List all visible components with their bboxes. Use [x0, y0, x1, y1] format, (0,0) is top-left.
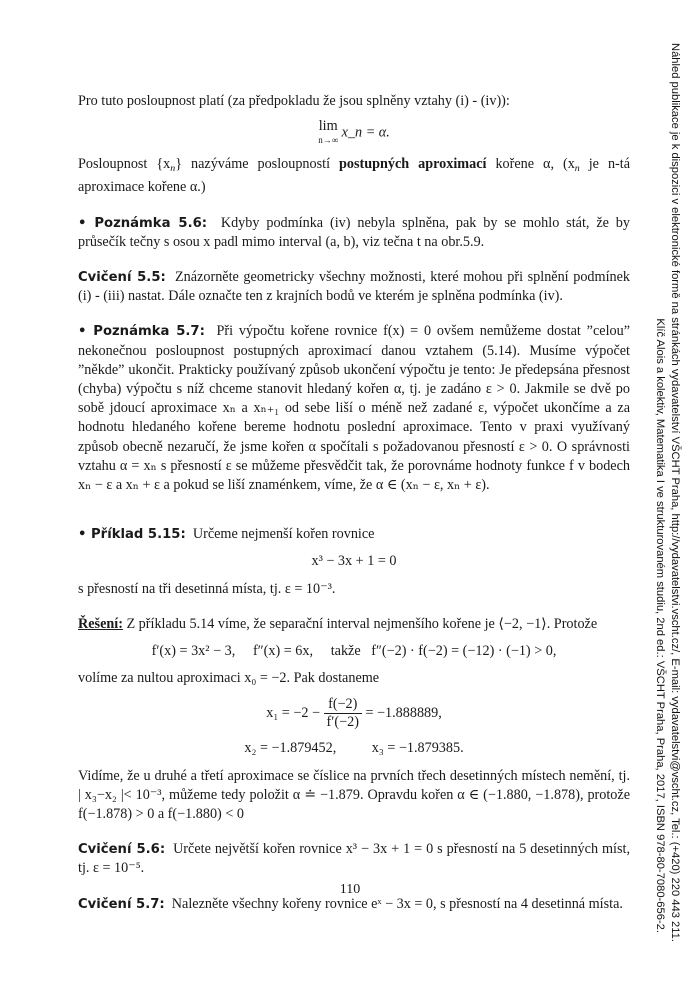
exercise-5-6 — [78, 840, 630, 878]
limit-subscript: n→∞ — [318, 135, 339, 146]
exercise-5-7-text: Nalezněte všechny kořeny rovnice eˣ − 3x = 0, s přesností na 4 desetinná místa. — [171, 895, 623, 912]
limit-operator: lim n→∞ — [318, 118, 339, 146]
bold-term: postupných aproximací — [339, 156, 487, 173]
exercise-5-7-label: Cvičení 5.7: — [78, 896, 165, 912]
x2-x3-values: x₂ = −1.879452, x₃ = −1.879385. — [244, 740, 464, 757]
publisher-sidebar — [646, 43, 682, 943]
solution-text: Z příkladu 5.14 víme, že separační interval nejmenšího kořene je ⟨−2, −1⟩. Protože — [122, 615, 598, 632]
exercise-5-6-text: Určete největší kořen rovnice x³ − 3x + 1 = 0 s přesností na 5 desetinných míst, tj. ε = 10⁻⁵. — [78, 841, 630, 877]
exercise-5-5-text: Znázorněte geometricky všechny možnosti, které mohou při splnění podmínek (i) - (iii) nastat. Dále označte ten z krajních bodů ve kterém je splněna podmínka (iv). — [78, 269, 630, 305]
solution-paragraph — [78, 615, 630, 634]
remark-5-7-text: Při výpočtu kořene rovnice f(x) = 0 ovšem nemůžeme dostat ”celou” nekonečnou posloupnost postupných aproximací danou vztahem (5.14). Musíme výpočet ”někde” ukončit. Prakticky používaný způsob ukončení výpočtu je tento: Je předepsána přesnost (chyba) výpočtu s níž chceme stanovit hledaný kořen α, tj. je zadáno ε > 0. Jakmile se dvě po sobě jdoucí aproximace xₙ a xₙ₊₁ od sebe liší o méně než zadané ε, výpočet ukončíme a za hodnotu hledaného kořene bereme hodnotu poslední aproximace. Tento v praxi využívaný způsob obecně nezaručí, že jsme kořen α spočítali s požadovanou přesností ε > 0. O správnosti vztahu α = xₙ s přesností ε se můžeme přesvědčit tak, že porovnáme hodnoty funkce f v bodech xₙ − ε a xₙ + ε a pokud se liší znaménkem, víme, že α ∈ (xₙ − ε, xₙ + ε). — [78, 323, 630, 494]
sequence-definition: Posloupnost $\{x_n\}$ nazýváme posloupností postupných aproximací kořene α, ($x_n$ je n-tá aproximace kořene α.) — [78, 156, 631, 196]
cubic-equation: x³ − 3x + 1 = 0 — [311, 553, 397, 570]
remark-5-7 — [78, 322, 630, 495]
x1-equation: x₁ = −2 − $\frac{f(-2)}{f'(-2)}$ = −1.888889, — [266, 696, 442, 731]
remark-5-7-label: • Poznámka 5.7: — [78, 324, 205, 340]
solution-label: Řešení: — [78, 615, 123, 632]
example-5-15-label: • Příklad 5.15: — [78, 527, 186, 543]
exercise-5-6-label: Cvičení 5.6: — [78, 842, 166, 858]
remark-5-6-label: • Poznámka 5.6: — [78, 215, 208, 231]
remark-5-6-text: Kdyby podmínka (iv) nebyla splněna, pak by se mohlo stát, že by průsečík tečny s osou x padl mimo interval (a, b), viz tečna t na obr.5.9. — [78, 214, 630, 250]
sidebar-line-preview: Náhled publikace je k dispozici v elektronické formě na stránkách vydavatelství VŠCHT Praha, http://vydavatelstvi.vscht.cz/, E-mail: vydavatelstvi@vscht.cz, Tel.: (+420) 220 443 211. — [669, 43, 681, 942]
limit-equation — [78, 119, 630, 147]
example-5-15 — [78, 525, 630, 544]
initial-approximation: volíme za nultou aproximaci x₀ = −2. Pak dostaneme — [78, 670, 380, 687]
intro-paragraph: Pro tuto posloupnost platí (za předpokladu že jsou splněny vztahy (i) - (iv)): — [78, 93, 510, 109]
page-number: 110 — [339, 882, 361, 897]
solution-conclusion: Vidíme, že u druhé a třetí aproximace se číslice na prvních třech desetinných místech nemění, tj. | x₃−x₂ |< 10⁻³, můžeme tedy položit α ≐ −1.879. Opravdu kořen α ∈ (−1.880, −1.878), protože f(−1.878) > 0 a f(−1.880) < 0 — [78, 767, 630, 823]
example-5-15-text: Určeme nejmenší kořen rovnice — [192, 526, 375, 543]
remark-5-6 — [78, 214, 630, 252]
exercise-5-5 — [78, 268, 630, 306]
exercise-5-5-label: Cvičení 5.5: — [78, 270, 166, 286]
limit-rhs: x_n = α. — [341, 124, 390, 141]
x1-fraction: $\frac{f(-2)}{f'(-2)}$ — [324, 696, 362, 731]
precision-statement: s přesností na tři desetinná místa, tj. ε = 10⁻³. — [78, 580, 336, 597]
derivatives-equation: f′(x) = 3x² − 3, f″(x) = 6x, takže f″(−2) · f(−2) = (−12) · (−1) > 0, — [151, 643, 557, 660]
document-page — [78, 92, 630, 914]
sidebar-line-citation: Klíč Alois a kolektiv, Matematika I ve strukturovaném studiu, 2nd ed.: VŠCHT Praha, Praha, 2017, ISBN 978-80-7080-656-2. — [654, 318, 666, 933]
